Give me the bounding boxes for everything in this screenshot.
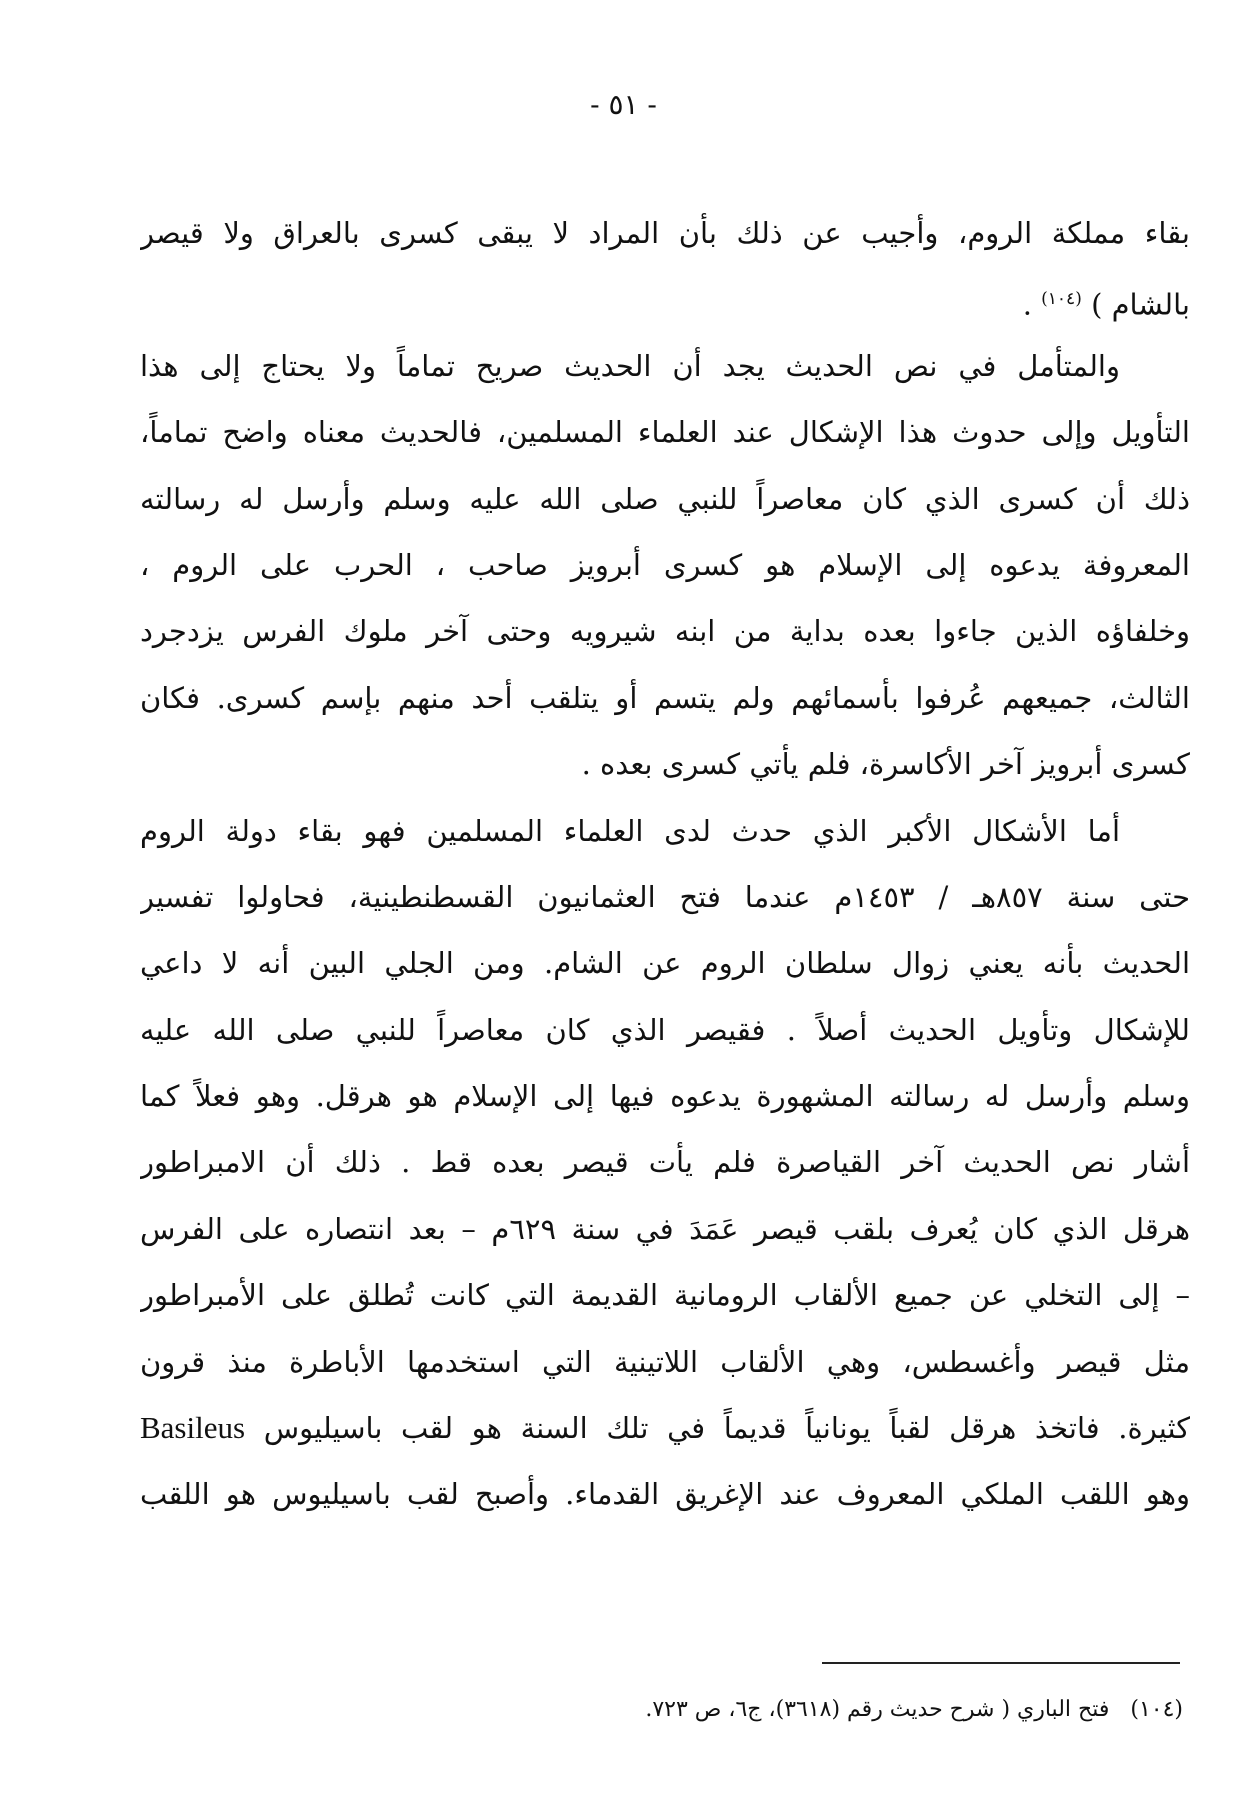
footnote-reference[interactable]: (١٠٤) <box>1041 289 1082 310</box>
text-line: كسرى أبرويز آخر الأكاسرة، فلم يأتي كسرى بعده . <box>581 747 1190 782</box>
text-line-content: كثيرة. فاتخذ هرقل لقباً يونانياً قديماً في تلك السنة هو لقب باسيليوس <box>263 1411 1190 1446</box>
text-line: المعروفة يدعوه إلى الإسلام هو كسرى أبرويز صاحب ، الحرب على الروم ، <box>140 547 1190 582</box>
text-line: الثالث، جميعهم عُرفوا بأسمائهم ولم يتسم أو يتلقب أحد منهم بإسم كسرى. فكان <box>140 680 1190 715</box>
latin-term: Basileus <box>140 1410 246 1446</box>
text-line: ذلك أن كسرى الذي كان معاصراً للنبي صلى الله عليه وسلم وأرسل له رسالته <box>140 481 1190 516</box>
body-text <box>140 200 1190 1528</box>
footnote-text: فتح الباري ( شرح حديث رقم (٣٦١٨)، ج٦، ص ٧٢٣. <box>645 1697 1110 1722</box>
footnote-divider <box>822 1662 1180 1664</box>
text-line: أشار نص الحديث آخر القياصرة فلم يأت قيصر بعده قط . ذلك أن الامبراطور <box>140 1145 1190 1180</box>
text-line: بقاء مملكة الروم، وأجيب عن ذلك بأن المراد لا يبقى كسرى بالعراق ولا قيصر <box>140 216 1190 250</box>
text-line: أما الأشكال الأكبر الذي حدث لدى العلماء المسلمين فهو بقاء دولة الروم <box>140 813 1120 848</box>
text-line: للإشكال وتأويل الحديث أصلاً . فقيصر الذي كان معاصراً للنبي صلى الله عليه <box>140 1012 1190 1047</box>
text-line: وخلفاؤه الذين جاءوا بعده بداية من ابنه شيرويه وحتى آخر ملوك الفرس يزدجرد <box>140 614 1190 649</box>
text-line-content: بالشام ) <box>1091 288 1190 323</box>
text-line <box>140 1395 1190 1461</box>
text-line: حتى سنة ٨٥٧هـ / ١٤٥٣م عندما فتح العثمانيون القسطنطينية، فحاولوا تفسير <box>140 879 1190 914</box>
page-number: - ٥١ - <box>590 88 657 121</box>
text-line: وسلم وأرسل له رسالته المشهورة يدعوه فيها إلى الإسلام هو هرقل. وهو فعلاً كما <box>140 1079 1190 1114</box>
text-line: – إلى التخلي عن جميع الألقاب الرومانية القديمة التي كانت تُطلق على الأمبراطور <box>140 1278 1190 1313</box>
text-line: والمتأمل في نص الحديث يجد أن الحديث صريح تماماً ولا يحتاج إلى هذا <box>140 348 1120 383</box>
footnote <box>383 1690 1183 1730</box>
text-line: مثل قيصر وأغسطس، وهي الألقاب اللاتينية التي استخدمها الأباطرة منذ قرون <box>140 1344 1190 1379</box>
sentence-end: . <box>1022 288 1042 323</box>
footnote-number: (١٠٤) <box>1130 1697 1183 1722</box>
text-line: هرقل الذي كان يُعرف بلقب قيصر عَمَدَ في سنة ٦٢٩م – بعد انتصاره على الفرس <box>140 1211 1190 1246</box>
text-line: وهو اللقب الملكي المعروف عند الإغريق القدماء. وأصبح لقب باسيليوس هو اللقب <box>140 1477 1190 1512</box>
text-line: التأويل وإلى حدوث هذا الإشكال عند العلماء المسلمين، فالحديث معناه واضح تماماً، <box>140 415 1190 450</box>
text-line <box>140 266 1190 332</box>
text-line: الحديث بأنه يعني زوال سلطان الروم عن الشام. ومن الجلي البين أنه لا داعي <box>140 946 1190 981</box>
